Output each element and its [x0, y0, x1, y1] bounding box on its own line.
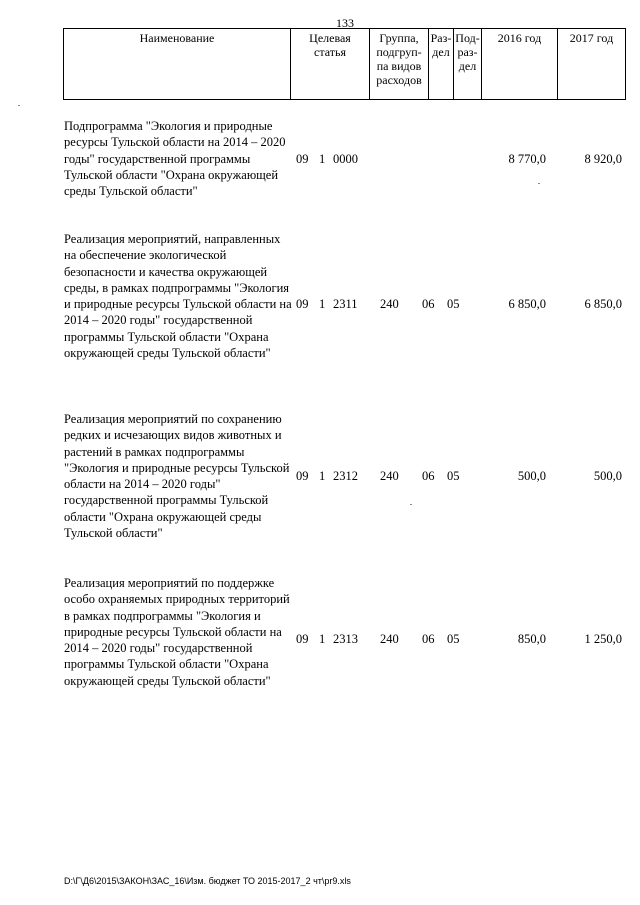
header-target-article: Целевая статья	[291, 29, 370, 100]
row-section: 06	[422, 469, 435, 483]
row-name: Реализация мероприятий по поддержке особо охраняемых природных территорий в рамках подпрограммы "Экология и природные ресурсы Тульской области на 2014 – 2020 годы" государственной программы Тульской области "Охрана окружающей среды Тульской области"	[64, 576, 290, 688]
row-group: 240	[380, 632, 399, 646]
row-group: 240	[380, 469, 399, 483]
row-subprogram: 1	[319, 632, 326, 646]
file-path-footer: D:\Г\Д6\2015\ЗАКОН\ЗАС_16\Изм. бюджет ТО 2015-2017_2 чт\pr9.xls	[64, 876, 351, 886]
header-year-2017: 2017 год	[558, 29, 626, 100]
row-program: 09	[296, 469, 309, 483]
row-group: 240	[380, 297, 399, 311]
row-name: Реализация мероприятий, направленных на обеспечение экологической безопасности и качества окружающей среды, в рамках подпрограммы "Экология и природные ресурсы Тульской области на 2014 – 2020 годы" государственной программы Тульской области "Охрана окружающей среды Тульской области"	[64, 232, 292, 361]
row-section: 06	[422, 297, 435, 311]
row-subsection: 05	[447, 632, 460, 646]
row-amount-2017: 1 250,0	[584, 632, 622, 646]
row-code: 2312	[333, 469, 358, 483]
header-year-2016: 2016 год	[482, 29, 558, 100]
scan-speck	[410, 504, 412, 505]
page-number: 133	[336, 16, 354, 30]
row-amount-2016: 8 770,0	[508, 152, 546, 166]
row-amount-2016: 500,0	[517, 469, 546, 483]
scan-speck	[18, 105, 20, 106]
row-section: 06	[422, 632, 435, 646]
row-name: Реализация мероприятий по сохранению редких и исчезающих видов животных и растений в рамках подпрограммы "Экология и природные ресурсы Тульской области на 2014 – 2020 годы" государственной программы Тульской области "Охрана окружающей среды Тульской области"	[64, 412, 290, 541]
header-subsection: Под- раз- дел	[454, 29, 482, 100]
row-amount-2017: 500,0	[593, 469, 622, 483]
row-subprogram: 1	[319, 297, 326, 311]
row-program: 09	[296, 297, 309, 311]
row-amount-2017: 8 920,0	[584, 152, 622, 166]
row-amount-2016: 850,0	[517, 632, 546, 646]
header-section: Раз- дел	[429, 29, 454, 100]
row-subsection: 05	[447, 469, 460, 483]
row-subprogram: 1	[319, 152, 326, 166]
header-group: Группа, подгруп- па видов расходов	[370, 29, 429, 100]
row-code: 0000	[333, 152, 358, 166]
row-program: 09	[296, 632, 309, 646]
header-name: Наименование	[64, 29, 291, 100]
row-code: 2311	[333, 297, 358, 311]
row-amount-2017: 6 850,0	[584, 297, 622, 311]
row-subprogram: 1	[319, 469, 326, 483]
row-subsection: 05	[447, 297, 460, 311]
row-name: Подпрограмма "Экология и природные ресурсы Тульской области на 2014 – 2020 годы" государственной программы Тульской области "Охрана окружающей среды Тульской области"	[64, 119, 286, 199]
row-amount-2016: 6 850,0	[508, 297, 546, 311]
scan-speck	[538, 183, 540, 184]
row-code: 2313	[333, 632, 358, 646]
row-program: 09	[296, 152, 309, 166]
